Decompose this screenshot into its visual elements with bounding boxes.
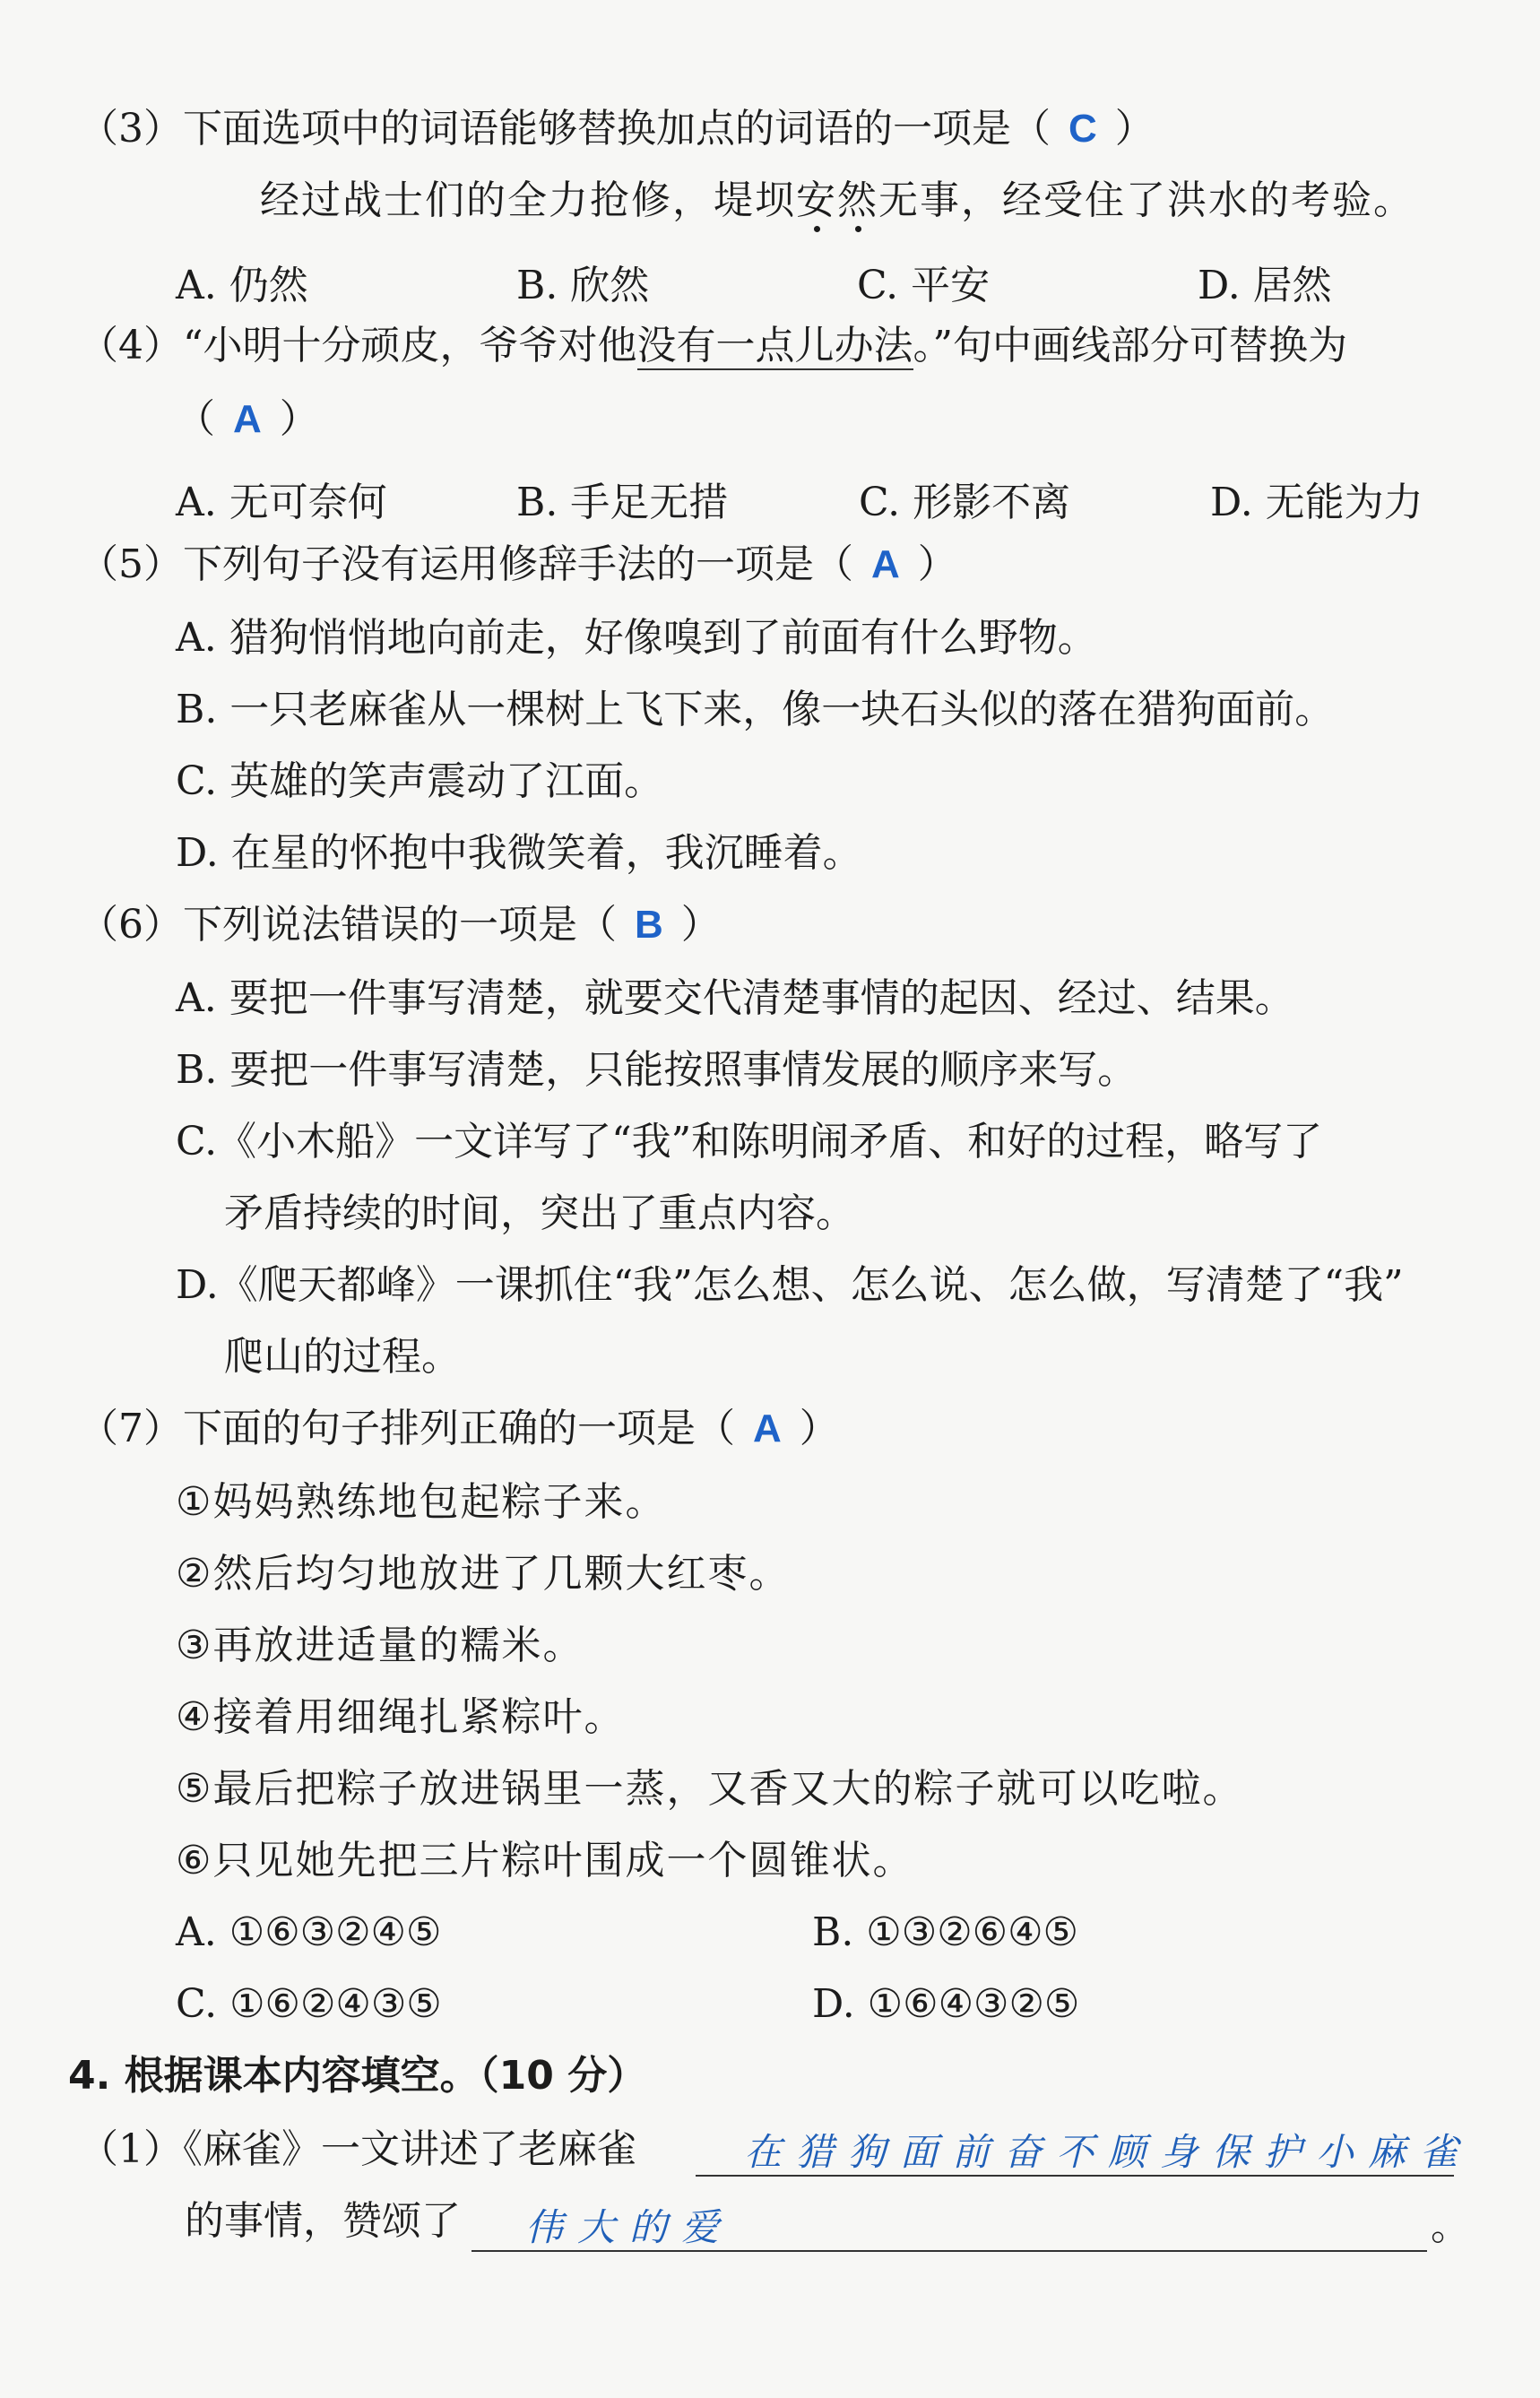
- q6-stem: （6）下列说法错误的一项是（ B ）: [79, 902, 721, 948]
- q6-option-d-cont: 爬山的过程。: [224, 1334, 461, 1380]
- q7-sentence-4: ④接着用细绳扎紧粽叶。: [176, 1694, 626, 1740]
- q7-sentence-2: ②然后均匀地放进了几颗大红枣。: [176, 1551, 791, 1597]
- q7-sentence-6: ⑥只见她先把三片粽叶围成一个圆锥状。: [176, 1838, 914, 1883]
- emphasis-dot-char: 安: [796, 177, 837, 223]
- q3-stem: （3）下面选项中的词语能够替换加点的词语的一项是（ C ）: [79, 106, 1155, 151]
- q4-answer: A: [233, 397, 262, 441]
- q3-option-a: A. 仍然: [176, 263, 308, 308]
- s4-q1-middle: 的事情，赞颂了: [185, 2198, 461, 2244]
- q4-option-b: B. 手足无措: [516, 480, 729, 525]
- q7-answer: A: [753, 1407, 782, 1450]
- section-4-heading: 4. 根据课本内容填空。（10 分）: [68, 2053, 647, 2099]
- q3-sentence: 经过战士们的全力抢修，堤坝安然无事，经受住了洪水的考验。: [260, 177, 1415, 223]
- q5-answer: A: [871, 542, 900, 586]
- handwritten-answer-1: 在猎狗面前奋不顾身保护小麻雀: [744, 2130, 1473, 2174]
- emphasis-dot-char: 然: [837, 177, 878, 223]
- q7-sentence-3: ③再放进适量的糯米。: [176, 1623, 584, 1668]
- q3-option-c: C. 平安: [857, 263, 991, 308]
- q4-option-a: A. 无可奈何: [176, 480, 387, 525]
- q5-option-a: A. 猎狗悄悄地向前走，好像嗅到了前面有什么野物。: [176, 615, 1097, 661]
- q4-answer-line: （ A ）: [176, 396, 319, 442]
- s4-q1-end: 。: [1431, 2203, 1470, 2249]
- q3-option-b: B. 欣然: [516, 263, 650, 308]
- q3-option-d: D. 居然: [1198, 263, 1332, 308]
- q6-option-b: B. 要把一件事写清楚，只能按照事情发展的顺序来写。: [176, 1047, 1138, 1093]
- q4-stem: （4）“小明十分顽皮，爷爷对他没有一点儿办法。”句中画线部分可替换为: [79, 323, 1347, 368]
- q6-option-c-cont: 矛盾持续的时间，突出了重点内容。: [224, 1190, 855, 1236]
- q4-option-c: C. 形影不离: [859, 480, 1071, 525]
- q7-sentence-5: ⑤最后把粽子放进锅里一蒸，又香又大的粽子就可以吃啦。: [176, 1766, 1244, 1812]
- q3-answer: C: [1068, 107, 1097, 151]
- q4-option-d: D. 无能为力: [1210, 480, 1423, 525]
- q6-option-c: C.《小木船》一文详写了“我”和陈明闹矛盾、和好的过程，略写了: [176, 1119, 1323, 1164]
- q7-option-d: D. ①⑥④③②⑤: [812, 1981, 1080, 2027]
- q7-option-a: A. ①⑥③②④⑤: [176, 1909, 442, 1955]
- q6-answer: B: [635, 903, 663, 947]
- q5-option-d: D. 在星的怀抱中我微笑着，我沉睡着。: [176, 830, 862, 876]
- q5-stem: （5）下列句子没有运用修辞手法的一项是（ A ）: [79, 541, 957, 587]
- q7-stem: （7）下面的句子排列正确的一项是（ A ）: [79, 1406, 839, 1451]
- q7-option-c: C. ①⑥②④③⑤: [176, 1981, 442, 2027]
- q7-option-b: B. ①③②⑥④⑤: [812, 1909, 1078, 1955]
- underlined-phrase: 没有一点儿办法: [636, 323, 913, 368]
- q6-option-a: A. 要把一件事写清楚，就要交代清楚事情的起因、经过、结果。: [176, 975, 1294, 1021]
- q7-sentence-1: ①妈妈熟练地包起粽子来。: [176, 1479, 667, 1525]
- q5-option-c: C. 英雄的笑声震动了江面。: [176, 758, 664, 804]
- q5-option-b: B. 一只老麻雀从一棵树上飞下来，像一块石头似的落在猎狗面前。: [176, 687, 1335, 732]
- handwritten-answer-2: 伟大的爱: [525, 2205, 734, 2249]
- q6-option-d: D.《爬天都峰》一课抓住“我”怎么想、怎么说、怎么做，写清楚了“我”: [176, 1262, 1404, 1308]
- s4-q1-prefix: （1）《麻雀》一文讲述了老麻雀: [79, 2126, 636, 2172]
